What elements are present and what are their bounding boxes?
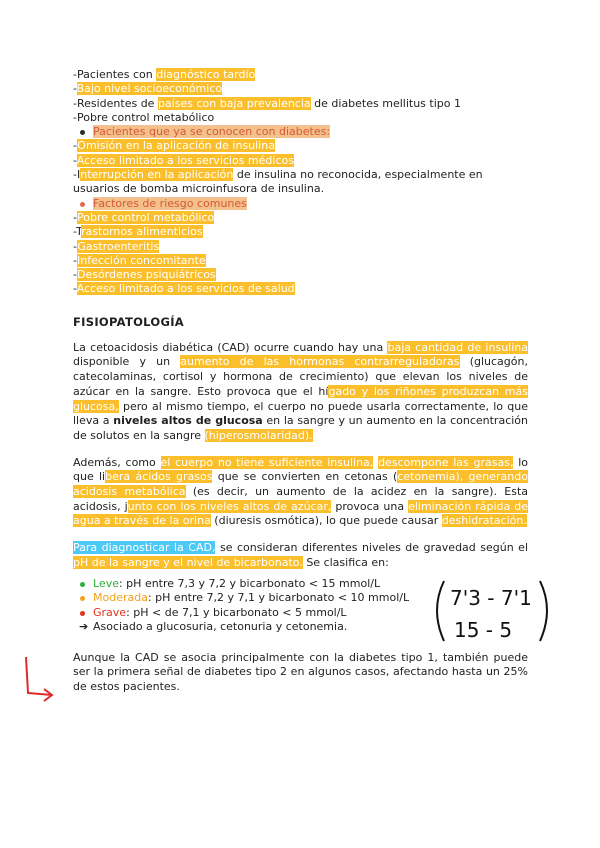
bullet-known-diabetes [73, 125, 528, 139]
risk-line-11 [73, 254, 528, 268]
highlight: Pacientes que ya se conocen con diabetes: [93, 125, 331, 139]
highlight: Bajo nivel socioeconómico [76, 82, 223, 96]
highlight: aumento de las hormonas contrarreguladoras [180, 355, 460, 369]
risk-line-7 [73, 168, 528, 182]
text: de insulina no reconocida, especialmente en [233, 168, 483, 182]
highlight-blue: Para diagnosticar la CAD, [73, 541, 216, 555]
handwritten-line-2: 15 - 5 [454, 618, 513, 642]
bullet-dot [80, 202, 85, 207]
paragraph-4: Aunque la CAD se asocia principalmente con la diabetes tipo 1, también puede ser la primera señal de diabetes tipo 2 en algunos casos, afectando hasta un 25% de estos pacientes. [73, 650, 528, 693]
text: -T [73, 225, 82, 239]
text: - [73, 253, 77, 267]
severity-label: Leve [93, 576, 119, 590]
severity-label: Grave [93, 605, 127, 619]
paragraph-1 [73, 341, 528, 444]
text: provoca una [331, 499, 409, 513]
highlight: descompone las grasas, [378, 455, 514, 469]
highlight: cetonemia), generando acidosis metabólica [73, 470, 528, 499]
text: La cetoacidosis diabética (CAD) ocurre cuando hay una [73, 340, 388, 354]
paragraph-3 [73, 541, 528, 570]
text: : pH entre 7,3 y 7,2 y bicarbonato < 15 mmol/L [118, 576, 381, 590]
text: de diabetes mellitus tipo 1 [310, 96, 461, 110]
text: - [73, 153, 77, 167]
red-arrow-icon [18, 655, 58, 705]
risk-line-12 [73, 268, 528, 282]
text: que se convierten en cetonas ( [212, 470, 398, 484]
text: Además, como [73, 455, 161, 469]
highlight: diagnóstico tardío [156, 68, 256, 81]
bullet-dot [80, 130, 85, 135]
text: - [73, 82, 77, 96]
left-paren [437, 581, 444, 641]
bullet-dot [80, 611, 85, 616]
paragraph-2 [73, 456, 528, 530]
highlight: rastornos alimenticios [81, 225, 203, 239]
risk-line-3 [73, 97, 528, 111]
highlight: Infección concomitante [76, 253, 206, 267]
text: -Pacientes con [73, 68, 157, 81]
bullet-dot [80, 596, 85, 601]
section-title: FISIOPATOLOGÍA [73, 314, 184, 329]
text: - [73, 239, 78, 253]
highlight: bera ácidos grasos [105, 470, 213, 484]
risk-line-6 [73, 154, 528, 168]
text: (glucagón, catecolaminas, cortisol y hormona de crecimiento) que elevan los niveles de azúcar en la sangre. Esto provoca que el hí [73, 355, 528, 398]
text: en la sangre y un aumento en la concentración de solutos en la sangre [73, 414, 528, 442]
text: : pH entre 7,2 y 7,1 y bicarbonato < 10 mmol/L [147, 591, 410, 605]
text: (diuresis osmótica), lo que puede causar [210, 514, 442, 528]
risk-line-5 [73, 139, 528, 153]
highlight: el cuerpo no tiene suficiente insulina, [160, 455, 374, 469]
text: Se clasifica en: [302, 555, 389, 569]
text: pero al mismo tiempo, el cuerpo no puede usarla correctamente, lo que lleva a [73, 399, 528, 428]
bullet-common-factors [73, 197, 528, 211]
risk-line-2 [73, 82, 528, 96]
risk-line-9 [73, 225, 528, 239]
text: - [73, 139, 78, 153]
highlight: Acceso limitado a los servicios médicos [76, 153, 294, 167]
highlight: Desórdenes psiquiátricos [76, 268, 216, 282]
bold-text: niveles altos de glucosa [113, 414, 263, 428]
text: - [73, 210, 77, 224]
text: -Residentes de [73, 96, 158, 110]
risk-line-13 [73, 282, 528, 296]
text: lo que li [73, 455, 529, 484]
highlight: Acceso limitado a los servicios de salud [76, 282, 295, 296]
risk-line-8 [73, 211, 528, 225]
text: disponible y un [73, 355, 181, 369]
highlight: eliminación rápida de agua a través de la orina [73, 499, 529, 528]
severity-label: Moderada [93, 591, 148, 605]
arrow-right-icon: ➔ [79, 620, 89, 634]
risk-line-1 [73, 68, 528, 82]
highlight: pH de la sangre y el nivel de bicarbonato. [73, 555, 303, 569]
highlight: nterrupción en la aplicación [80, 168, 234, 182]
text: (es decir, un aumento de la acidez en la sangre). Esta acidosis, j [73, 485, 528, 513]
risk-line-4: -Pobre control metabólico [73, 110, 215, 124]
text: - [73, 268, 77, 282]
right-paren [540, 581, 547, 641]
bullet-dot [80, 582, 85, 587]
handwritten-line-1: 7'3 - 7'1 [450, 586, 532, 610]
risk-line-7b: usuarios de bomba microinfusora de insulina. [73, 182, 325, 196]
highlight: Pobre control metabólico [76, 210, 215, 224]
highlight: países con baja prevalencia [157, 96, 311, 110]
highlight: deshidratación. [441, 514, 527, 528]
highlight: gado y los riñones produzcan más glucosa, [73, 384, 528, 413]
text: : pH < de 7,1 y bicarbonato < 5 mmol/L [126, 605, 347, 619]
highlight: Factores de riesgo comunes [93, 196, 247, 210]
text: -I [73, 168, 81, 182]
highlight: unto con los niveles altos de azúcar, [127, 499, 332, 513]
highlight: (hiperosmolaridad). [204, 428, 313, 442]
text: Asociado a glucosuria, cetonuria y cetonemia. [93, 620, 348, 634]
text: - [73, 282, 77, 296]
text: se consideran diferentes niveles de gravedad según el [215, 541, 529, 555]
highlight: Omisión en la aplicación de insulina [77, 139, 275, 153]
handwritten-annotation [430, 575, 560, 645]
highlight: Gastroenteritis [77, 239, 160, 253]
highlight: baja cantidad de insulina [387, 340, 528, 354]
risk-line-10 [73, 240, 528, 254]
